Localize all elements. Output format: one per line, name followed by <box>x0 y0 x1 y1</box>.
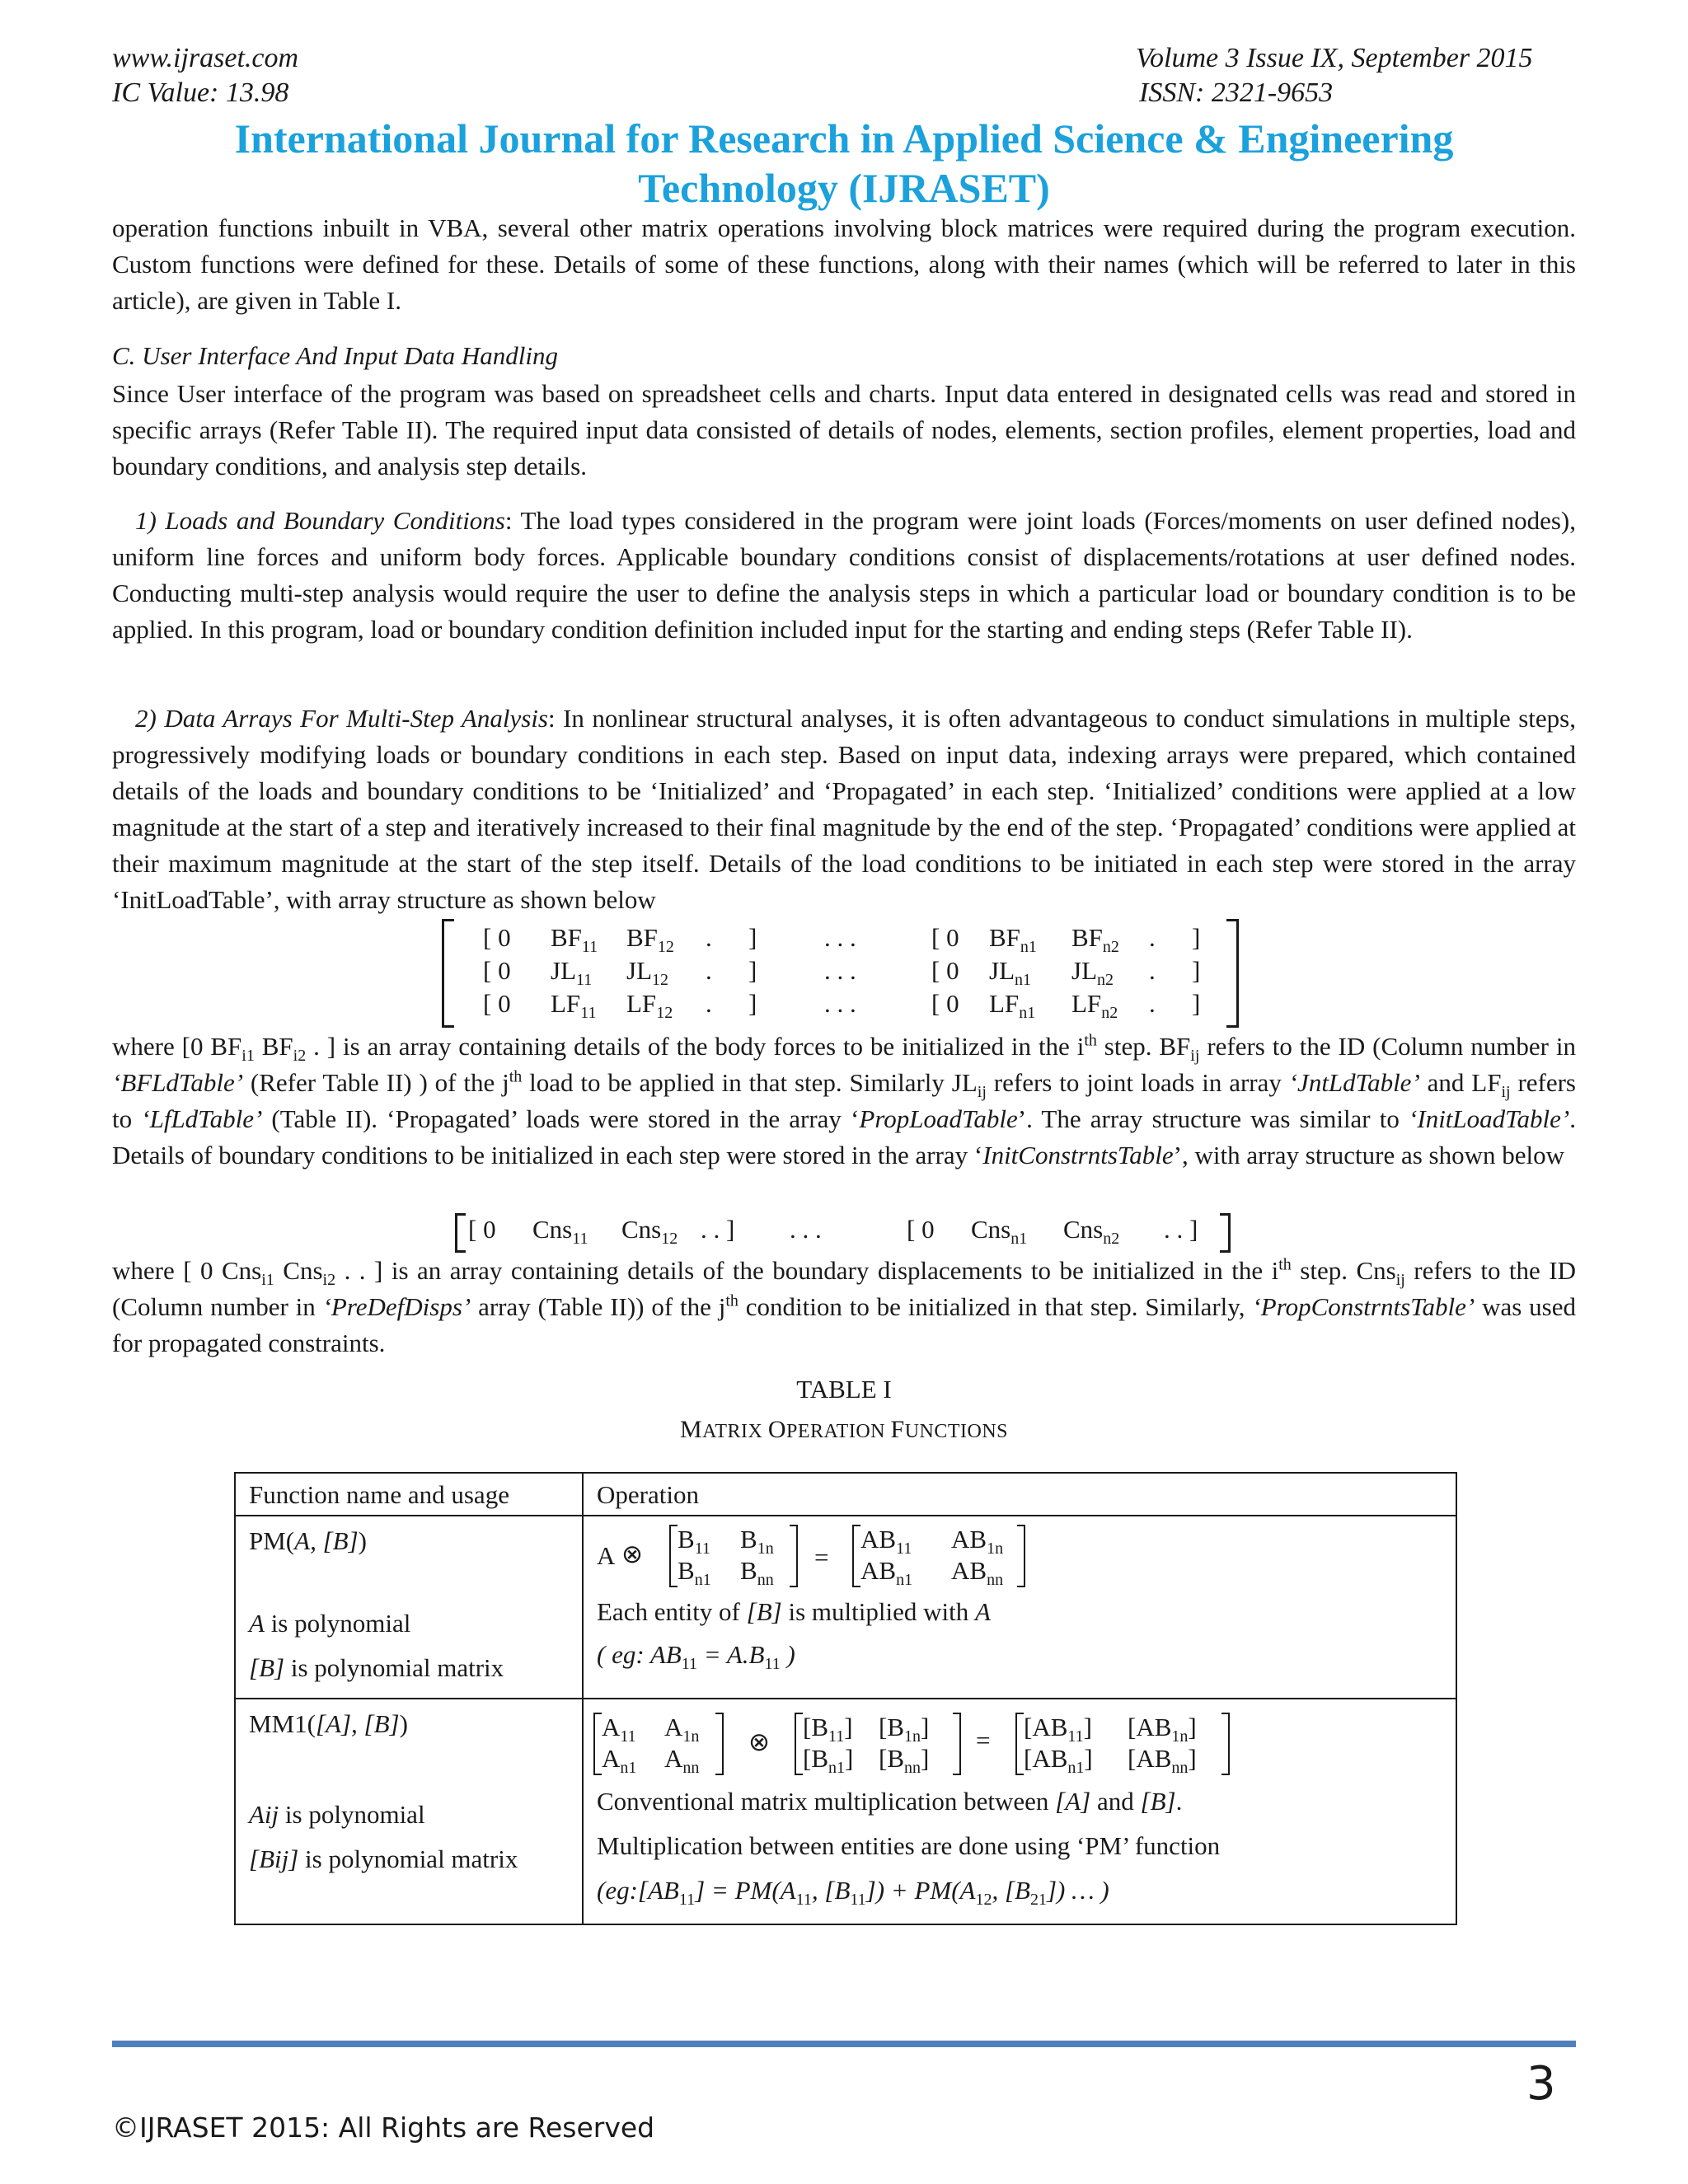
r2-desc1: is polynomial <box>279 1800 425 1829</box>
r1-eq-otimes: ⊗ <box>621 1540 643 1569</box>
r2-abnn-ab: AB <box>1136 1744 1172 1773</box>
r1-ab1n <box>951 1525 1004 1558</box>
matrix1-r3-base4-sub: n2 <box>1101 1004 1118 1023</box>
r2-a1n-sub: 1n <box>682 1727 700 1746</box>
matrix2-open2: [ 0 <box>907 1215 935 1244</box>
r2-name-it: [A], [B] <box>315 1709 400 1738</box>
matrix1-r2-base1 <box>551 956 593 990</box>
r2-op3-it4: ]) + PM(A <box>865 1876 976 1905</box>
r2-op1-it: [A] <box>1055 1787 1091 1816</box>
col1-header: Function name and usage <box>249 1480 509 1509</box>
section-c-paragraph: Since User interface of the program was based on spreadsheet cells and charts. Input data entered in designated cells was read and stored in specific arrays (Refer Table II). The required input data consisted of details of nodes, elements, section profiles, element properties, load and boundary conditions, and analysis step details. <box>112 379 1576 480</box>
matrix1-r3-base2-sub: 12 <box>656 1004 673 1023</box>
r2-b11-sub: 11 <box>828 1727 845 1746</box>
r1-b11-b: B <box>678 1525 695 1554</box>
w2-b-sup: th <box>1278 1255 1292 1274</box>
row2-desc2 <box>249 1844 518 1874</box>
m2-c4-sub: n2 <box>1103 1230 1120 1249</box>
r2-abnn-rb: ] <box>1188 1744 1197 1773</box>
r2-ab1n <box>1128 1713 1197 1746</box>
r2-abnn <box>1128 1744 1197 1778</box>
r1-bracket-ab-right <box>1017 1525 1025 1587</box>
matrix1-r3-dot: . <box>706 989 712 1018</box>
r1-bracket-b-right <box>790 1525 798 1587</box>
w2-b: . . ] is an array containing details of the boundary displacements to be initialized in the i <box>335 1256 1279 1285</box>
r1-op1-it2: A <box>974 1597 991 1626</box>
row1-function-name <box>249 1526 367 1556</box>
w1-e: ‘BFLdTable’ <box>112 1068 244 1097</box>
matrix1-r1-close2: ] <box>1192 923 1201 952</box>
r2-b11-b: B <box>811 1713 829 1741</box>
r1-ab11-ab: AB <box>860 1525 897 1554</box>
r2-eq-otimes: ⊗ <box>748 1727 770 1757</box>
r2-b11 <box>803 1713 853 1746</box>
r2-ann-sub: nn <box>682 1759 700 1778</box>
r2-op3-sub3: 11 <box>850 1891 866 1910</box>
matrix1-r2-base3-sub: n1 <box>1015 971 1031 990</box>
sub-atrix: ATRIX <box>702 1421 768 1442</box>
w1-a2: BF <box>254 1032 293 1061</box>
matrix1-r2-dot: . <box>706 956 712 985</box>
w2-c: step. Cns <box>1291 1256 1396 1285</box>
issn: ISSN: 2321-9653 <box>1139 77 1334 108</box>
r2-op1b: and <box>1090 1787 1141 1816</box>
w1-b-sup: th <box>1084 1031 1097 1050</box>
matrix1-r1-base4 <box>1071 923 1119 957</box>
r1-bn1-b: B <box>678 1556 695 1585</box>
w1-o: ’. The array structure was similar to <box>1017 1104 1409 1133</box>
matrix1-r3-base4 <box>1071 989 1118 1023</box>
table-row-divider <box>236 1698 1456 1699</box>
r1-ab1n-sub: 1n <box>987 1540 1004 1558</box>
row1-op-text1 <box>597 1597 991 1627</box>
matrix1-r2-base4-base: JL <box>1071 956 1097 985</box>
r2-bracket-a-right <box>715 1713 724 1775</box>
r1-name-it: A, [B] <box>294 1526 359 1555</box>
r2-op3-sub2: 11 <box>795 1891 812 1910</box>
r2-bn1 <box>803 1744 854 1778</box>
matrix1-r1-base3 <box>989 923 1037 957</box>
r1-bracket-b-left <box>669 1525 678 1587</box>
w1-r: InitConstrntsTable <box>982 1141 1174 1169</box>
w1-d: refers to the ID (Column number in <box>1199 1032 1576 1061</box>
r1-abn1-ab: AB <box>860 1556 897 1585</box>
r2-a11 <box>602 1713 636 1746</box>
r1-op1b: is multiplied with <box>781 1597 975 1626</box>
r2-ab11-ab: AB <box>1032 1713 1068 1741</box>
r2-eq-equals: = <box>976 1726 991 1755</box>
w1-j: and LF <box>1419 1068 1502 1097</box>
loads-boundary-text: : The load types considered in the program were joint loads (Forces/moments on user defined nodes), uniform line forces and uniform body forces. Applicable boundary conditions consist of displacements/rotations at user defined nodes. Conducting multi-step analysis would require the user to define the analysis steps in which a particular load or boundary condition is to be applied. In this program, load or boundary condition definition included input for the starting and ending steps (Refer Table II). <box>112 506 1576 644</box>
m2-c3: Cns <box>971 1215 1011 1244</box>
r1-ab11 <box>860 1525 912 1558</box>
w1-g-sub: ij <box>977 1083 987 1102</box>
r1-op1a: Each entity of <box>597 1597 747 1626</box>
r2-bracket-a-left <box>593 1713 602 1775</box>
row1-op-text2 <box>597 1640 795 1674</box>
r2-op3-sub1: 11 <box>678 1891 696 1910</box>
r2-bn1-rb: ] <box>845 1744 854 1773</box>
r2-name-a: MM1( <box>249 1709 316 1738</box>
matrix1-r3-open: [ 0 <box>483 989 511 1018</box>
r2-op3-it5: , [B <box>992 1876 1030 1905</box>
matrix1-r1-base1-base: BF <box>551 923 582 952</box>
r2-ab11-sub: 11 <box>1067 1727 1084 1746</box>
matrix1-r1-dots: . . . <box>824 923 856 952</box>
page-number: 3 <box>1526 2057 1556 2111</box>
row2-op-text3 <box>597 1876 1109 1910</box>
r2-op3-it: (eg:[AB <box>597 1876 679 1905</box>
matrix1-r2-open2: [ 0 <box>931 956 959 985</box>
r1-op1-it: [B] <box>746 1597 782 1626</box>
r2-an1-sub: n1 <box>620 1759 637 1778</box>
w1-f-sup: th <box>509 1067 523 1086</box>
matrix1-r1-base2 <box>626 923 674 957</box>
r1-bn1 <box>678 1556 711 1590</box>
w1-j-sub: ij <box>1501 1083 1511 1102</box>
r2-bnn <box>879 1744 930 1778</box>
r2-bn1-sub: n1 <box>828 1759 846 1778</box>
m2-c2-sub: 12 <box>661 1230 678 1249</box>
matrix1-left-bracket <box>442 919 454 1028</box>
matrix1-r1-base4-base: BF <box>1071 923 1103 952</box>
r1-op2-it: ( eg: AB <box>597 1640 682 1669</box>
matrix1-r2-base1-sub: 11 <box>576 971 593 990</box>
w2-a: where [ 0 Cns <box>112 1256 262 1285</box>
r2-ann-a: A <box>664 1744 683 1773</box>
r1-bn1-sub: n1 <box>694 1571 711 1590</box>
w1-s: ’, with array structure as shown below <box>1173 1141 1565 1169</box>
matrix1-r1-close: ] <box>748 923 757 952</box>
matrix1-r2-base2-sub: 12 <box>652 971 668 990</box>
w1-q: . Details of boundary conditions to be initialized in each step were stored in the array ‘ <box>112 1104 1576 1169</box>
r2-ab11-lb: [ <box>1024 1713 1033 1741</box>
matrix1-r3-dot2: . <box>1149 989 1156 1018</box>
r1-name-b: ) <box>358 1526 367 1555</box>
matrix2-open: [ 0 <box>468 1215 496 1244</box>
matrix2-cnsn2 <box>1063 1215 1120 1249</box>
matrix1-r1-base2-sub: 12 <box>657 938 674 957</box>
w2-g: condition to be initialized in that step. Similarly, <box>738 1292 1253 1321</box>
r2-bracket-b-right <box>953 1713 961 1775</box>
ic-value: IC Value: 13.98 <box>112 77 289 108</box>
w1-b: . ] is an array containing details of the body forces to be initialized in the i <box>306 1032 1085 1061</box>
matrix2-outer-left-bracket <box>455 1213 466 1253</box>
matrix2-cns12 <box>621 1215 678 1249</box>
r2-bnn-rb: ] <box>921 1744 930 1773</box>
r2-abn1 <box>1024 1744 1093 1778</box>
r1-op2-it2: = A.B <box>696 1640 765 1669</box>
matrix1-r1-base3-base: BF <box>989 923 1020 952</box>
r2-a1n <box>664 1713 700 1746</box>
matrix2-dots: . . . <box>790 1215 822 1244</box>
r2-op3-it3: , [B <box>811 1876 851 1905</box>
matrix1-r2-open: [ 0 <box>483 956 511 985</box>
where-paragraph-2 <box>112 1253 1576 1361</box>
r2-name-b: ) <box>399 1709 408 1738</box>
w1-n: PropLoadTable <box>859 1104 1018 1133</box>
r1-desc1-it: A <box>249 1609 265 1638</box>
r2-op3-sub5: 21 <box>1029 1891 1047 1910</box>
row2-function-name <box>249 1709 408 1739</box>
r2-abn1-lb: [ <box>1024 1744 1033 1773</box>
r2-desc2: is polynomial matrix <box>298 1844 518 1873</box>
r1-bnn-b: B <box>740 1556 757 1585</box>
matrix1-r2-dot2: . <box>1149 956 1156 985</box>
r2-b1n-lb: [ <box>879 1713 888 1741</box>
r2-bn1-b: B <box>811 1744 829 1773</box>
r2-bnn-sub: nn <box>904 1759 921 1778</box>
matrix1-r2-base2-base: JL <box>626 956 652 985</box>
sub-peration: PERATION <box>785 1421 891 1442</box>
r1-ab11-sub: 11 <box>896 1540 912 1558</box>
r1-b11 <box>678 1525 710 1558</box>
intro-paragraph: operation functions inbuilt in VBA, several other matrix operations involving block matrices were required during the program execution. Custom functions were defined for these. Details of some of these functions, along with their names (which will be referred to later in this article), are given in Table I. <box>112 213 1576 315</box>
r1-abnn <box>951 1556 1004 1590</box>
data-arrays-heading: 2) Data Arrays For Multi-Step Analysis <box>135 704 548 733</box>
r1-b11-sub: 11 <box>694 1540 710 1558</box>
matrix2-cns11 <box>532 1215 588 1249</box>
w1-p: ‘InitLoadTable’ <box>1409 1104 1570 1133</box>
r2-ab1n-lb: [ <box>1128 1713 1137 1741</box>
w1-k: refers to <box>112 1068 1577 1133</box>
r2-ab1n-rb: ] <box>1188 1713 1197 1741</box>
r2-abn1-rb: ] <box>1084 1744 1093 1773</box>
r2-b11-rb: ] <box>844 1713 853 1741</box>
row2-desc1 <box>249 1800 425 1830</box>
sub-O: O <box>767 1416 786 1443</box>
matrix1-r1-open2: [ 0 <box>931 923 959 952</box>
matrix1-r2-close: ] <box>748 956 757 985</box>
r1-abn1 <box>860 1556 913 1590</box>
matrix1-r2-base4-sub: n2 <box>1097 971 1114 990</box>
volume-info: Volume 3 Issue IX, September 2015 <box>1136 43 1533 73</box>
table-caption: TABLE I <box>796 1375 892 1404</box>
m2-c1: Cns <box>532 1215 573 1244</box>
matrix-operation-table <box>234 1472 1457 1925</box>
r1-desc1: is polynomial <box>264 1609 411 1638</box>
row1-desc2 <box>249 1653 504 1683</box>
col2-header: Operation <box>597 1480 699 1509</box>
w2-c-sub: ij <box>1395 1271 1405 1290</box>
matrix1-r1-open: [ 0 <box>483 923 511 952</box>
r1-b1n-sub: 1n <box>757 1540 774 1558</box>
matrix1-r3-base1-base: LF <box>551 989 581 1018</box>
footer-rule <box>112 2041 1576 2047</box>
matrix1-r3-base3 <box>989 989 1036 1023</box>
w1-c-sub: ij <box>1190 1047 1200 1066</box>
r2-bn1-lb: [ <box>803 1744 812 1773</box>
w2-e: ‘PreDefDisps’ <box>322 1292 471 1321</box>
r2-a11-sub: 11 <box>620 1727 636 1746</box>
r2-abnn-sub: nn <box>1171 1759 1189 1778</box>
matrix1-r3-base3-base: LF <box>989 989 1020 1018</box>
matrix1-r2-base1-base: JL <box>551 956 576 985</box>
w1-m: (Table II). ‘Propagated’ loads were stored in the array ‘ <box>262 1104 860 1133</box>
r1-name-a: PM( <box>249 1526 295 1555</box>
matrix1-r2-dots: . . . <box>824 956 856 985</box>
journal-title-line1: International Journal for Research in Applied Science & Engineering <box>234 115 1454 162</box>
sub-M: M <box>679 1416 703 1443</box>
r2-ab1n-ab: AB <box>1136 1713 1172 1741</box>
r1-eq-equals: = <box>814 1543 829 1572</box>
w2-d: refers to the ID (Column number in <box>112 1256 1576 1321</box>
data-arrays-text: : In nonlinear structural analyses, it is often advantageous to conduct simulations in multiple steps, progressively modifying loads or boundary conditions in each step. Based on input data, indexing arrays were prepared, which contained details of the loads and boundary conditions to be ‘Initialized’ and ‘Propagated’ in each step. ‘Initialized’ conditions were applied at a low magnitude at the start of a step and iteratively increased to their final magnitude by the end of the step. ‘Propagated’ conditions were applied at their maximum magnitude at the start of the step itself. Details of the load conditions to be initiated in each step were stored in the array ‘InitLoadTable’, with array structure as shown below <box>112 704 1576 914</box>
r1-b1n-b: B <box>740 1525 757 1554</box>
r1-op2-it3: ) <box>780 1640 795 1669</box>
matrix1-r3-base4-base: LF <box>1071 989 1102 1018</box>
r1-desc2: is polynomial matrix <box>284 1653 504 1682</box>
table-subtitle <box>0 1416 1688 1444</box>
matrix1-r3-close: ] <box>748 989 757 1018</box>
r2-b1n-sub: 1n <box>904 1727 921 1746</box>
r1-desc2-it: [B] <box>249 1653 285 1682</box>
r2-an1 <box>602 1744 637 1778</box>
matrix2-cnsn1 <box>971 1215 1028 1249</box>
matrix1-r2-base2 <box>626 956 668 990</box>
section-c-heading <box>112 338 1576 374</box>
matrix1-r2-base3-base: JL <box>989 956 1015 985</box>
matrix2-tail2: . . ] <box>1164 1215 1198 1244</box>
w1-g: load to be applied in that step. Similarly JL <box>522 1068 978 1097</box>
r2-b1n-b: B <box>887 1713 905 1741</box>
w1-l: ‘LfLdTable’ <box>141 1104 263 1133</box>
r2-op1-it2: [B] <box>1140 1787 1176 1816</box>
sub-F: F <box>890 1416 905 1443</box>
matrix1-r1-base4-sub: n2 <box>1102 938 1119 957</box>
matrix1-r1-base1 <box>551 923 598 957</box>
r1-eq-A: A <box>597 1541 616 1570</box>
matrix1-r1-base3-sub: n1 <box>1020 938 1037 957</box>
row1-desc1 <box>249 1609 410 1638</box>
w1-h: refers to joint loads in array <box>986 1068 1289 1097</box>
matrix2-tail1: . . ] <box>701 1215 735 1244</box>
section-c-heading-text: C. User Interface And Input Data Handling <box>112 341 559 370</box>
r2-b11-lb: [ <box>803 1713 812 1741</box>
matrix1-r1-dot: . <box>706 923 712 952</box>
w1-a-sub2: i2 <box>293 1047 307 1066</box>
r1-b1n <box>740 1525 774 1558</box>
r1-abnn-sub: nn <box>987 1571 1004 1590</box>
matrix1-r1-dot2: . <box>1149 923 1156 952</box>
w2-i: was used for propagated constraints. <box>112 1292 1576 1357</box>
w2-f: array (Table II)) of the j <box>471 1292 726 1321</box>
m2-c3-sub: n1 <box>1010 1230 1028 1249</box>
r2-bracket-b-left <box>795 1713 803 1775</box>
r1-abn1-sub: n1 <box>896 1571 913 1590</box>
row2-op-text2: Multiplication between entities are done using ‘PM’ function <box>597 1831 1221 1860</box>
r2-bracket-ab-left <box>1015 1713 1024 1775</box>
r2-abn1-sub: n1 <box>1067 1759 1085 1778</box>
r2-op1c: . <box>1175 1787 1183 1816</box>
loads-boundary-paragraph <box>112 503 1576 648</box>
matrix1-right-bracket <box>1226 919 1239 1028</box>
r2-bnn-b: B <box>887 1744 905 1773</box>
website-url: www.ijraset.com <box>112 43 299 73</box>
w1-f: (Refer Table II) ) of the j <box>243 1068 509 1097</box>
matrix1-r3-open2: [ 0 <box>931 989 959 1018</box>
r1-bnn <box>740 1556 774 1590</box>
r2-bracket-ab-right <box>1221 1713 1230 1775</box>
matrix1-r3-base1-sub: 11 <box>580 1004 597 1023</box>
matrix1-r3-base1 <box>551 989 597 1023</box>
r2-a1n-a: A <box>664 1713 683 1741</box>
matrix1-r2-base4 <box>1071 956 1114 990</box>
r1-op2-sub1: 11 <box>681 1655 697 1674</box>
m2-c4: Cns <box>1063 1215 1104 1244</box>
r2-an1-a: A <box>602 1744 621 1773</box>
data-arrays-paragraph <box>112 701 1576 918</box>
journal-title-line2: Technology (IJRASET) <box>638 165 1050 211</box>
matrix2-outer-right-bracket <box>1220 1213 1231 1253</box>
w2-a-sub1: i1 <box>261 1271 274 1290</box>
r2-op3-it6: ]) … ) <box>1046 1876 1109 1905</box>
matrix1-r3-base2-base: LF <box>626 989 657 1018</box>
r1-bracket-ab-left <box>852 1525 860 1587</box>
r2-abn1-ab: AB <box>1032 1744 1068 1773</box>
m2-c2: Cns <box>621 1215 662 1244</box>
r2-b1n-rb: ] <box>921 1713 930 1741</box>
loads-boundary-heading: 1) Loads and Boundary Conditions <box>135 506 505 535</box>
w1-i: ‘JntLdTable’ <box>1288 1068 1420 1097</box>
w2-a2: Cns <box>274 1256 323 1285</box>
table-header-divider <box>236 1515 1456 1516</box>
r1-bnn-sub: nn <box>757 1571 774 1590</box>
r2-desc2-it: [Bij] <box>249 1844 299 1873</box>
w1-a: where [0 BF <box>112 1032 242 1061</box>
r2-bnn-lb: [ <box>879 1744 888 1773</box>
r2-op3-it2: ] = PM(A <box>695 1876 796 1905</box>
matrix1-r3-base2 <box>626 989 673 1023</box>
w2-h: ‘PropConstrntsTable’ <box>1252 1292 1475 1321</box>
sub-unctions: UNCTIONS <box>904 1421 1009 1442</box>
r1-op2-sub2: 11 <box>764 1655 781 1674</box>
matrix1-r3-dots: . . . <box>824 989 856 1018</box>
r2-op3-sub4: 12 <box>975 1891 992 1910</box>
r2-ab1n-sub: 1n <box>1171 1727 1189 1746</box>
m2-c1-sub: 11 <box>572 1230 588 1249</box>
r2-b1n <box>879 1713 930 1746</box>
r2-op1a: Conventional matrix multiplication between <box>597 1787 1056 1816</box>
r2-ann <box>664 1744 700 1778</box>
w2-a-sub2: i2 <box>322 1271 336 1290</box>
row2-op-text1 <box>597 1787 1182 1816</box>
copyright-notice: ©IJRASET 2015: All Rights are Reserved <box>112 2111 655 2144</box>
r1-ab1n-ab: AB <box>951 1525 987 1554</box>
w2-f-sup: th <box>725 1291 738 1310</box>
matrix1-r3-close2: ] <box>1192 989 1201 1018</box>
matrix1-r2-close2: ] <box>1192 956 1201 985</box>
w1-a-sub1: i1 <box>241 1047 255 1066</box>
r2-desc1-it: Aij <box>249 1800 279 1829</box>
where-paragraph-1 <box>112 1029 1576 1174</box>
matrix1-r3-base3-sub: n1 <box>1019 1004 1036 1023</box>
r2-abnn-lb: [ <box>1128 1744 1137 1773</box>
r2-a11-a: A <box>602 1713 621 1741</box>
w1-c: step. BF <box>1096 1032 1191 1061</box>
matrix1-r2-base3 <box>989 956 1031 990</box>
r2-ab11 <box>1024 1713 1092 1746</box>
r2-ab11-rb: ] <box>1083 1713 1092 1741</box>
matrix1-r1-base1-sub: 11 <box>581 938 598 957</box>
r1-abnn-ab: AB <box>951 1556 987 1585</box>
matrix1-r1-base2-base: BF <box>626 923 658 952</box>
